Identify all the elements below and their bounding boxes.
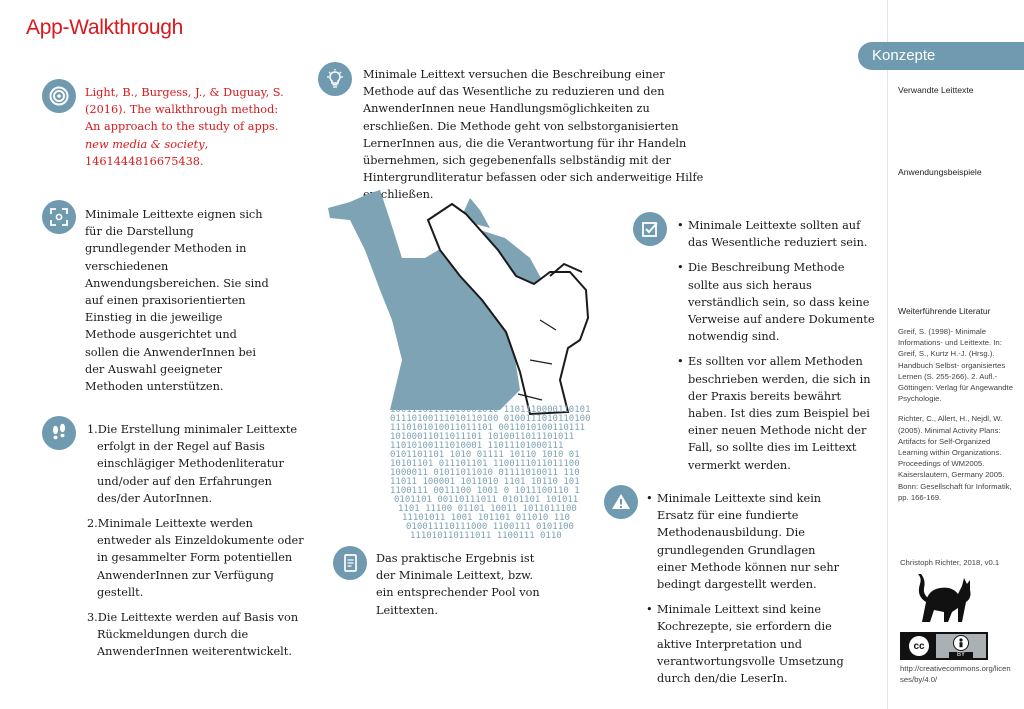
license-url[interactable]: http://creativecommons.org/licenses/by/4.0/ bbox=[900, 664, 1011, 685]
related-texts-heading[interactable]: Verwandte Leittexte bbox=[898, 85, 974, 95]
binary-row: 10100011011011101 1010011011101011 bbox=[390, 432, 575, 442]
binary-row: 1100111 0011100 1001 0 1011100110 1 bbox=[390, 486, 580, 496]
binary-row: 11011 100001 1011010 1101 10110 101 bbox=[390, 477, 580, 487]
literature-list bbox=[898, 326, 1016, 503]
binary-row: 11010100111010001 11011101000111 bbox=[390, 441, 564, 451]
literature-item: Richter, C., Allert, H., Nejdl, W. (2005). Minimal Activity Plans: Artifacts for Self-Organized Learning within Organizations. Proceedings of WM2005. Kaiserslautern, Germany 2005. Bonn: Gesellschaft für Informatik, pp. 166-169. bbox=[898, 414, 1012, 502]
cc-icon bbox=[902, 634, 936, 658]
warning-item: • Minimale Leittexte sind kein Ersatz für eine fundierte Methodenausbildung. Die grundlegenden Grundlagen einer Methode können nur sehr bedingt dargestellt werden. bbox=[646, 490, 846, 593]
literature-item: Greif, S. (1998)- Minimale Informations- und Leittexte. In: Greif, S., Kurtz H.-J. (Hrsg.). Handbuch Selbst- organisiertes Lernen (S. 255-266). 2. Aufl.- Göttingen: Verlag für Angewandte Psychologie. bbox=[898, 327, 1013, 404]
application-examples-heading[interactable]: Anwendungsbeispiele bbox=[898, 167, 982, 177]
lightbulb-icon bbox=[318, 62, 352, 96]
author-credit: Christoph Richter, 2018, v0.1 bbox=[900, 558, 1000, 567]
binary-row: 1110101010011011101 0011010100110111 bbox=[390, 423, 586, 433]
step-item: 2.Minimale Leittexte werden entweder als Einzeldokumente oder in gesammelter Form potentiellen AnwenderInnen zur Verfügung gestellt. bbox=[87, 517, 304, 599]
binary-row: 10011101101110001010 1101110000110101 bbox=[390, 405, 591, 415]
concepts-tab[interactable]: Konzepte bbox=[858, 42, 1024, 70]
result-text: Das praktische Ergebnis ist der Minimale Leittext, bzw. ein entsprechender Pool von Leittexten. bbox=[376, 552, 540, 617]
binary-row: 0101101101 1010 01111 10110 1010 01 bbox=[390, 450, 580, 460]
by-label: BY bbox=[949, 652, 973, 658]
reference-doi: , 1461444816675438. bbox=[85, 137, 209, 168]
sidebar-divider bbox=[887, 0, 888, 709]
steps-list bbox=[87, 421, 305, 669]
binary-row: 01110100111010110100 0100111010110100 bbox=[390, 414, 591, 424]
step-item: 3.Die Leittexte werden auf Basis von Rückmeldungen durch die AnwenderInnen weiterentwickelt. bbox=[87, 611, 299, 659]
binary-row: 10101101 011101101 1100111011011100 bbox=[390, 459, 580, 469]
cc-logo: cc bbox=[909, 636, 929, 656]
binary-row: 0101101 00110111011 0101101 101011 bbox=[394, 495, 579, 505]
black-cat-icon bbox=[912, 572, 978, 628]
page-title: App-Walkthrough bbox=[26, 16, 183, 39]
warning-item: • Minimale Leittext sind keine Kochrezepte, sie erfordern die aktive Interpretation und verantwortungsvolle Umsetzung durch den/die LeserIn. bbox=[646, 601, 846, 687]
checkbox-icon bbox=[633, 212, 667, 246]
binary-row: 1000011 01011011010 01111010011 110 bbox=[390, 468, 580, 478]
checklist-item: • Minimale Leittexte sollten auf das Wesentliche reduziert sein. bbox=[677, 217, 877, 251]
binary-row: 111010110111011 1100111 0110 bbox=[410, 531, 562, 540]
document-icon bbox=[333, 546, 367, 580]
intro-text: Minimale Leittext versuchen die Beschreibung einer Methode auf das Wesentliche zu reduzieren und den AnwenderInnen neue Handlungsmöglichkeiten zu erschließen. Die Methode geht von selbstorganisierten LernerInnen aus, die die Verantwortung für ihr Handeln übernehmen, sich gegebenenfalls selbständig mit der Hintergrundliteratur befassen oder sich anderweitige Hilfe erschließen. bbox=[363, 68, 704, 202]
checklist bbox=[677, 217, 877, 482]
binary-row: 1101 11100 01101 10011 1011011100 bbox=[398, 504, 577, 514]
target-icon bbox=[42, 79, 76, 113]
by-icon bbox=[936, 634, 986, 658]
cc-by-license-badge[interactable] bbox=[900, 632, 988, 660]
binary-row: 010011110111000 1100111 0101100 bbox=[406, 522, 574, 532]
binary-row: 11101011 1001 101101 011010 110 bbox=[402, 513, 570, 523]
further-literature-heading: Weiterführende Literatur bbox=[898, 306, 991, 316]
purpose-text: Minimale Leittexte eignen sich für die Darstellung grundlegender Methoden in verschiedenen Anwendungsbereichen. Sie sind auf einen praxisorientierten Einstieg in die jeweilige Methode ausgerichtet und sollen die AnwenderInnen bei der Auswahl geeigneter Methoden unterstützen. bbox=[85, 208, 269, 394]
checklist-item: • Die Beschreibung Methode sollte aus sich heraus verständlich sein, so dass keine Verweise auf andere Dokumente notwendig sind. bbox=[677, 259, 877, 345]
step-item: 1.Die Erstellung minimaler Leittexte erfolgt in der Regel auf Basis einschlägiger Methodenliteratur und/oder auf den Erfahrungen des/der AutorInnen. bbox=[87, 423, 298, 505]
reference-authors: Light, B., Burgess, J., & Duguay, S. (2016). The walkthrough method: An approach to the study of apps. bbox=[85, 86, 284, 134]
reference-journal: new media & society bbox=[85, 137, 205, 151]
focus-frame-icon bbox=[42, 200, 76, 234]
reaching-figures-illustration bbox=[320, 180, 610, 540]
checklist-item: • Es sollten vor allem Methoden beschrieben werden, die sich in der Praxis bereits bewährt haben. Ist dies zum Beispiel bei einer neuen Methode nicht der Fall, so sollte dies im Leittext vermerkt werden. bbox=[677, 353, 877, 473]
binary-code-block bbox=[390, 405, 590, 540]
footsteps-icon bbox=[42, 416, 76, 450]
warning-icon bbox=[604, 485, 638, 519]
person-icon bbox=[953, 635, 969, 651]
warning-list bbox=[646, 490, 846, 695]
reference-citation bbox=[85, 84, 295, 170]
